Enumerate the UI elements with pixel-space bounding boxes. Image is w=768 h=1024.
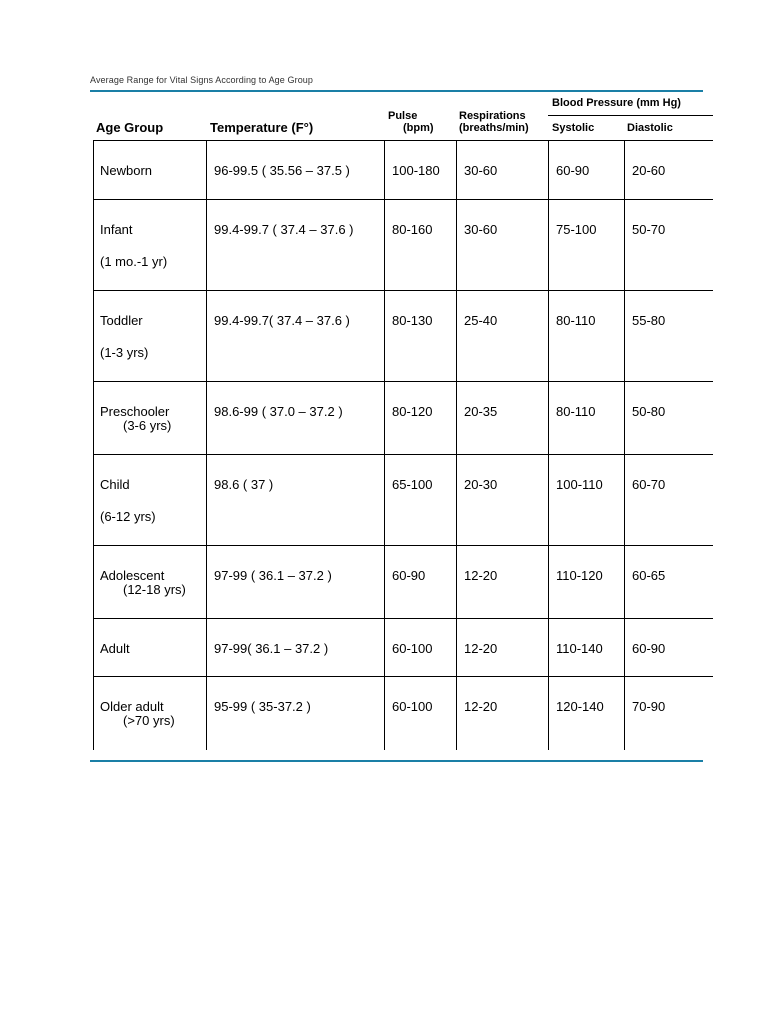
cell-pulse: 80-160 <box>392 222 433 237</box>
row-border <box>93 199 713 200</box>
cell-respirations: 30-60 <box>464 222 498 237</box>
row-border <box>93 454 713 455</box>
header-respirations-line2: (breaths/min) <box>459 122 529 134</box>
header-age-group: Age Group <box>96 120 164 135</box>
cell-age-group: Adult <box>100 641 130 656</box>
cell-temperature: 97-99( 36.1 – 37.2 ) <box>214 641 329 656</box>
table-caption: Average Range for Vital Signs According to Age Group <box>90 75 314 85</box>
cell-age-group: Preschooler <box>100 404 170 419</box>
cell-pulse: 60-100 <box>392 699 433 714</box>
cell-respirations: 12-20 <box>464 568 498 583</box>
cell-respirations: 25-40 <box>464 313 498 328</box>
cell-diastolic: 50-80 <box>632 404 666 419</box>
cell-respirations: 30-60 <box>464 163 498 178</box>
row-border <box>93 290 713 291</box>
cell-respirations: 12-20 <box>464 641 498 656</box>
cell-diastolic: 60-70 <box>632 477 666 492</box>
cell-age-group: Infant <box>100 222 133 237</box>
cell-temperature: 96-99.5 ( 35.56 – 37.5 ) <box>214 163 350 178</box>
row-border <box>93 381 713 382</box>
cell-age-range: (1 mo.-1 yr) <box>100 254 168 269</box>
cell-diastolic: 20-60 <box>632 163 666 178</box>
cell-age-range: (1-3 yrs) <box>100 345 149 360</box>
cell-age-group: Child <box>100 477 130 492</box>
cell-pulse: 100-180 <box>392 163 440 178</box>
bottom-rule <box>90 760 703 762</box>
cell-respirations: 20-30 <box>464 477 498 492</box>
cell-age-group: Newborn <box>100 163 153 178</box>
header-systolic: Systolic <box>552 122 595 134</box>
cell-temperature: 98.6-99 ( 37.0 – 37.2 ) <box>214 404 343 419</box>
cell-age-range: (3-6 yrs) <box>123 418 172 433</box>
cell-diastolic: 55-80 <box>632 313 666 328</box>
cell-systolic: 110-120 <box>556 568 603 583</box>
cell-diastolic: 60-90 <box>632 641 666 656</box>
cell-age-group: Toddler <box>100 313 143 328</box>
top-rule <box>90 90 703 92</box>
cell-respirations: 12-20 <box>464 699 498 714</box>
column-border <box>624 140 625 750</box>
cell-systolic: 80-110 <box>556 404 596 419</box>
cell-respirations: 20-35 <box>464 404 498 419</box>
header-bp-divider <box>548 115 713 116</box>
cell-age-range: (12-18 yrs) <box>123 582 186 597</box>
header-respirations-line1: Respirations <box>459 110 526 122</box>
cell-pulse: 60-100 <box>392 641 433 656</box>
cell-diastolic: 70-90 <box>632 699 666 714</box>
header-blood-pressure: Blood Pressure (mm Hg) <box>552 97 681 109</box>
cell-pulse: 80-130 <box>392 313 433 328</box>
cell-age-range: (>70 yrs) <box>123 713 175 728</box>
row-border <box>93 676 713 677</box>
header-diastolic: Diastolic <box>627 122 673 134</box>
column-border <box>456 140 457 750</box>
cell-temperature: 99.4-99.7( 37.4 – 37.6 ) <box>214 313 350 328</box>
cell-systolic: 60-90 <box>556 163 590 178</box>
header-pulse-line1: Pulse <box>388 110 418 122</box>
cell-pulse: 65-100 <box>392 477 433 492</box>
cell-temperature: 98.6 ( 37 ) <box>214 477 274 492</box>
cell-systolic: 100-110 <box>556 477 603 492</box>
column-border <box>93 140 94 750</box>
cell-temperature: 99.4-99.7 ( 37.4 – 37.6 ) <box>214 222 354 237</box>
column-border <box>206 140 207 750</box>
row-border <box>93 140 713 141</box>
cell-temperature: 95-99 ( 35-37.2 ) <box>214 699 311 714</box>
cell-pulse: 80-120 <box>392 404 433 419</box>
cell-age-group: Adolescent <box>100 568 165 583</box>
cell-pulse: 60-90 <box>392 568 426 583</box>
cell-diastolic: 60-65 <box>632 568 666 583</box>
cell-age-group: Older adult <box>100 699 164 714</box>
row-border <box>93 618 713 619</box>
cell-systolic: 120-140 <box>556 699 604 714</box>
column-border <box>548 140 549 750</box>
header-pulse-line2: (bpm) <box>403 122 434 134</box>
cell-systolic: 75-100 <box>556 222 597 237</box>
cell-systolic: 110-140 <box>556 641 603 656</box>
row-border <box>93 545 713 546</box>
cell-temperature: 97-99 ( 36.1 – 37.2 ) <box>214 568 332 583</box>
column-border <box>384 140 385 750</box>
header-temperature: Temperature (F°) <box>210 120 314 135</box>
cell-age-range: (6-12 yrs) <box>100 509 156 524</box>
cell-systolic: 80-110 <box>556 313 596 328</box>
cell-diastolic: 50-70 <box>632 222 666 237</box>
